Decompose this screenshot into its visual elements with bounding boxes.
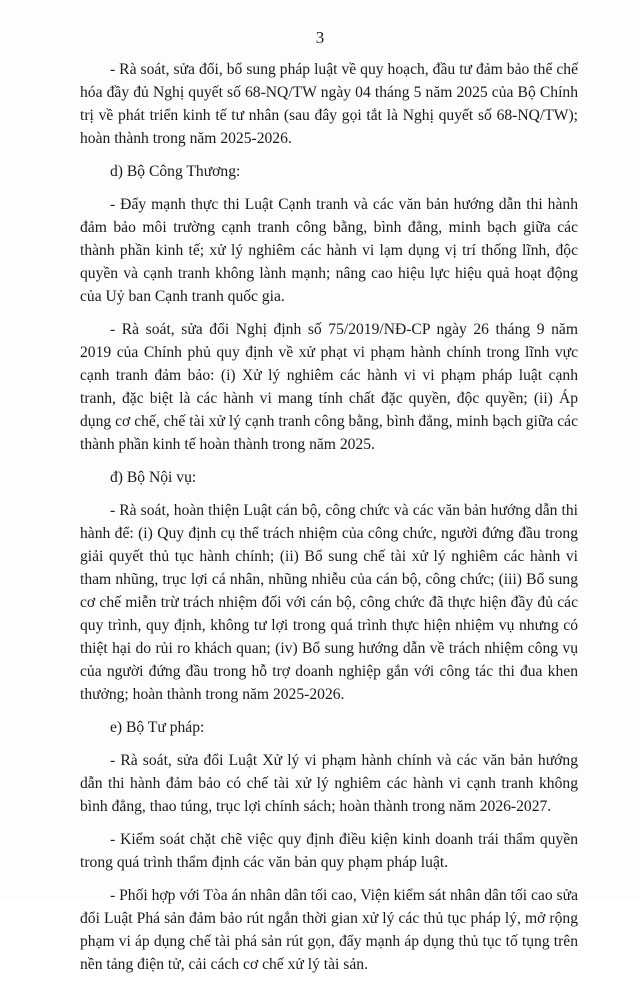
section-heading-ministry-home-affairs: đ) Bộ Nội vụ: [110,469,197,486]
paragraph-administrative-violations-law: - Rà soát, sửa đổi Luật Xử lý vi phạm hành chính và các văn bản hướng dẫn thi hành đảm bảo có chế tài xử lý nghiêm các hành vi cạnh tranh không bình đẳng, thao túng, trục lợi chính sách; hoàn thành trong năm 2026-2027. [80,752,578,815]
page-number: 3 [315,28,325,47]
section-heading-ministry-justice: e) Bộ Tư pháp: [110,719,205,736]
paragraph-decree-75: - Rà soát, sửa đổi Nghị định số 75/2019/NĐ-CP ngày 26 tháng 9 năm 2019 của Chính phủ quy định về xử phạt vi phạm hành chính trong lĩnh vực cạnh tranh đảm bảo: (i) Xử lý nghiêm các hành vi vi phạm pháp luật cạnh tranh, đặc biệt là các hành vi mang tính chất đặc quyền, độc quyền; (ii) Áp dụng cơ chế, chế tài xử lý cạnh tranh công bằng, bình đẳng, minh bạch giữa các thành phần kinh tế hoàn thành trong năm 2025. [80,321,578,453]
paragraph-civil-servants-law: - Rà soát, hoàn thiện Luật cán bộ, công chức và các văn bản hướng dẫn thi hành để: (i) Quy định cụ thể trách nhiệm của công chức, người đứng đầu trong giải quyết thủ tục hành chính; (ii) Bổ sung chế tài xử lý nghiêm các hành vi tham nhũng, trục lợi cá nhân, nhũng nhiễu của cán bộ, công chức; (iii) Bổ sung cơ chế miễn trừ trách nhiệm đối với cán bộ, công chức đã thực hiện đầy đủ các quy trình, quy định, không tư lợi trong quá trình thực hiện nhiệm vụ nhưng có thiệt hại do rủi ro khách quan; (iv) Bổ sung hướng dẫn về trách nhiệm công vụ của người đứng đầu trong hỗ trợ doanh nghiệp gắn với công tác thi đua khen thưởng; hoàn thành trong năm 2025-2026. [80,502,578,703]
paragraph-business-conditions-control: - Kiểm soát chặt chẽ việc quy định điều kiện kinh doanh trái thẩm quyền trong quá trình thẩm định các văn bản quy phạm pháp luật. [80,831,578,871]
paragraph-competition-law: - Đẩy mạnh thực thi Luật Cạnh tranh và các văn bản hướng dẫn thi hành đảm bảo môi trường cạnh tranh công bằng, bình đẳng, minh bạch giữa các thành phần kinh tế; xử lý nghiêm các hành vi lạm dụng vị trí thống lĩnh, độc quyền và cạnh tranh không lành mạnh; nâng cao hiệu lực hiệu quả hoạt động của Uỷ ban Cạnh tranh quốc gia. [80,196,578,305]
paragraph-bankruptcy-law: - Phối hợp với Tòa án nhân dân tối cao, Viện kiểm sát nhân dân tối cao sửa đổi Luật Phá sản đảm bảo rút ngắn thời gian xử lý các thủ tục pháp lý, mở rộng phạm vi áp dụng chế tài phá sản rút gọn, đẩy mạnh áp dụng thủ tục tố tụng trên nền tảng điện tử, cải cách cơ chế xử lý tài sản. [80,887,578,973]
section-heading-ministry-industry-trade: d) Bộ Công Thương: [110,163,241,180]
document-body [80,58,578,986]
paragraph-planning-law: - Rà soát, sửa đổi, bổ sung pháp luật về quy hoạch, đầu tư đảm bảo thể chế hóa đầy đủ Nghị quyết số 68-NQ/TW ngày 04 tháng 5 năm 2025 của Bộ Chính trị về phát triển kinh tế tư nhân (sau đây gọi tắt là Nghị quyết số 68-NQ/TW); hoàn thành trong năm 2025-2026. [80,61,578,147]
